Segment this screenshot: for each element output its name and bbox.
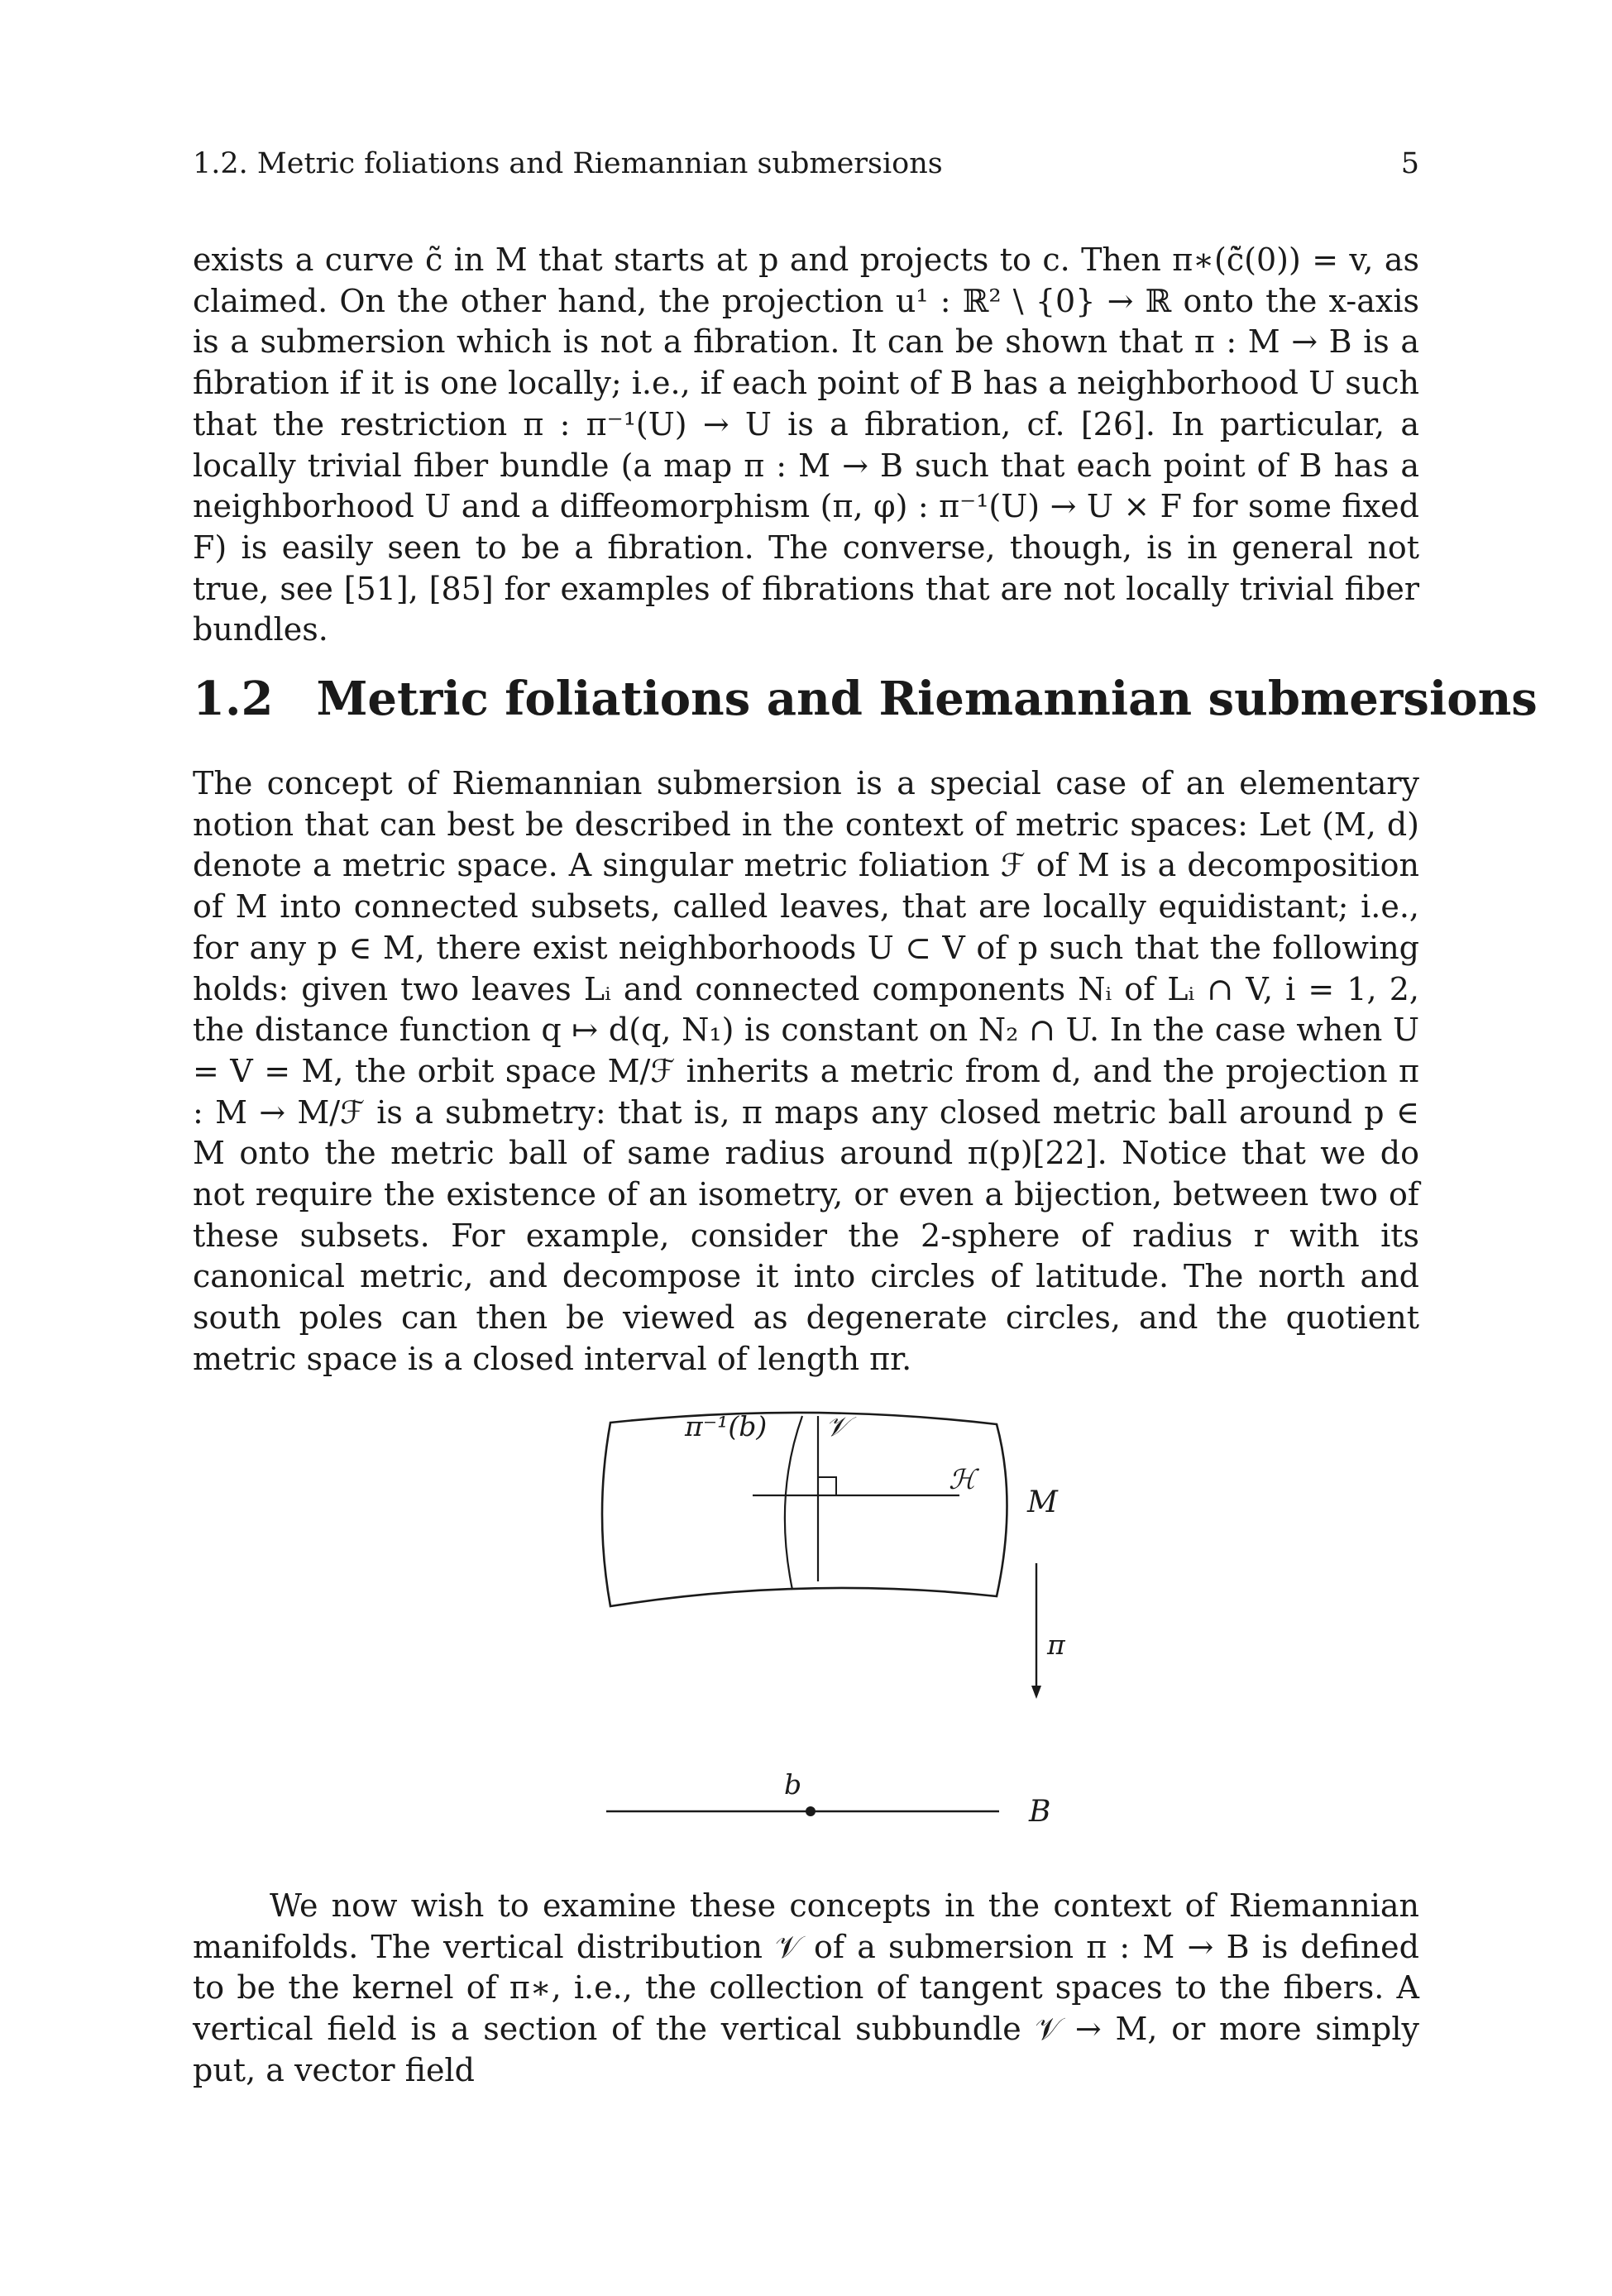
- vertical-label: 𝒱: [825, 1410, 849, 1442]
- manifold-label: M: [1027, 1485, 1058, 1519]
- manifold-patch: [602, 1413, 1007, 1606]
- horizontal-label: ℋ: [949, 1463, 976, 1495]
- submersion-diagram: [579, 1398, 1117, 1844]
- fiber-curve: [785, 1416, 802, 1590]
- submersion-figure: [579, 1398, 1117, 1844]
- point-label: b: [784, 1768, 802, 1801]
- paragraph-metric-foliation: The concept of Riemannian submersion is a special case of an elementary notion that can best be described in the context of metric spaces: Let (M, d) denote a metric space. A singular metric foliation ℱ of M is a decomposition of M into connected subsets, called leaves, that are locally equidistant; i.e., for any p ∈ M, there exist neighborhoods U ⊂ V of p such that the following holds: given two leaves Lᵢ and connected components Nᵢ of Lᵢ ∩ V, i = 1, 2, the distance function q ↦ d(q, N₁) is constant on N₂ ∩ U. In the case when U = V = M, the orbit space M/ℱ inherits a metric from d, and the projection π : M → M/ℱ is a submetry: that is, π maps any closed metric ball around p ∈ M onto the metric ball of same radius around π(p)[22]. Notice that we do not require the existence of an isometry, or even a bijection, between two of these subsets. For example, consider the 2-sphere of radius r with its canonical metric, and decompose it into circles of latitude. The north and south poles can then be viewed as degenerate circles, and the quotient metric space is a closed interval of length πr.: [193, 765, 1419, 1377]
- right-angle-mark: [818, 1477, 836, 1495]
- paragraph-vertical-distribution: We now wish to examine these concepts in the context of Riemannian manifolds. The vertical distribution 𝒱 of a submersion π : M → B is defined to be the kernel of π∗, i.e., the collection of tangent spaces to the fibers. A vertical field is a section of the vertical subbundle 𝒱 → M, or more simply put, a vector field: [193, 1887, 1419, 2088]
- running-head-title: 1.2. Metric foliations and Riemannian submersions: [193, 147, 943, 180]
- section-number: 1.2: [193, 672, 274, 726]
- section-title: Metric foliations and Riemannian submersions: [316, 672, 1538, 726]
- projection-arrowhead: [1031, 1686, 1041, 1699]
- base-point: [806, 1806, 816, 1816]
- base-label: B: [1029, 1795, 1051, 1829]
- section-heading: [193, 670, 1538, 728]
- page-number: 5: [1400, 147, 1419, 180]
- paragraph-fibration: exists a curve c̃ in M that starts at p and projects to c. Then π∗(c̃̇(0)) = v, as claimed. On the other hand, the projection u¹ : ℝ² \ {0} → ℝ onto the x-axis is a submersion which is not a fibration. It can be shown that π : M → B is a fibration if it is one locally; i.e., if each point of B has a neighborhood U such that the restriction π : π⁻¹(U) → U is a fibration, cf. [26]. In particular, a locally trivial fiber bundle (a map π : M → B such that each point of B has a neighborhood U and a diffeomorphism (π, φ) : π⁻¹(U) → U × F for some fixed F) is easily seen to be a fibration. The converse, though, is in general not true, see [51], [85] for examples of fibrations that are not locally trivial fiber bundles.: [193, 242, 1419, 648]
- map-label: π: [1047, 1629, 1065, 1661]
- fiber-label: π⁻¹(b): [685, 1410, 768, 1442]
- running-head: [193, 146, 1419, 182]
